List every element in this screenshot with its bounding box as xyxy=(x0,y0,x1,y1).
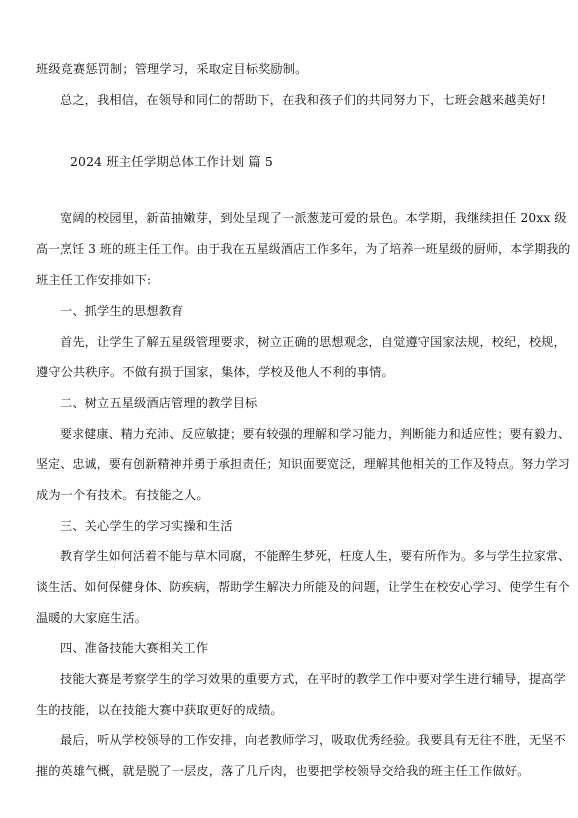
intro-line-2: 高一烹饪 3 班的班主任工作。由于我在五星级酒店工作多年，为了培养一班星级的厨师，本学期我的 xyxy=(36,242,571,256)
para-1-line-1: 首先，让学生了解五星级管理要求，树立正确的思想观念，自觉遵守国家法规，校纪，校规， xyxy=(60,335,566,349)
para-5-line-2: 摧的英雄气概，就是脱了一层皮，落了几斤肉，也要把学校领导交给我的班主任工作做好。 xyxy=(36,764,530,778)
para-4-line-2: 生的技能，以在技能大赛中获取更好的成绩。 xyxy=(36,703,283,717)
para-3-line-2: 谈生活、如何保健身体、防疾病，帮助学生解决力所能及的问题，让学生在校安心学习、使学生有个 xyxy=(36,580,570,594)
para-5-line-1: 最后，听从学校领导的工作安排，向老教师学习，吸取优秀经验。我要具有无往不胜，无坚不 xyxy=(60,733,566,747)
para-2-line-3: 成为一个有技术。有技能之人。 xyxy=(36,488,209,502)
intro-line-3: 班主任工作安排如下: xyxy=(36,273,152,287)
heading-1: 一、抓学生的思想教育 xyxy=(60,304,184,318)
para-4-line-1: 技能大赛是考察学生的学习效果的重要方式，在平时的教学工作中要对学生进行辅导，提高学 xyxy=(60,672,566,686)
para-2-line-2: 坚定、忠诚，要有创新精神并勇于承担责任；知识面要宽泛，理解其他相关的工作及特点。努力学习 xyxy=(36,457,570,471)
para-3-line-1: 教育学生如何活着不能与草木同腐，不能醉生梦死，枉度人生，要有所作为。多与学生拉家常、 xyxy=(60,549,571,563)
para-1-line-2: 遵守公共秩序。不做有损于国家，集体，学校及他人不利的事情。 xyxy=(36,365,394,379)
para-3-line-3: 温暖的大家庭生活。 xyxy=(36,611,148,625)
conclusion-paragraph: 总之，我相信，在领导和同仁的帮助下，在我和孩子们的共同努力下，七班会越来越美好! xyxy=(60,93,547,107)
heading-3: 三、关心学生的学习实操和生活 xyxy=(60,519,233,533)
heading-2: 二、树立五星级酒店管理的教学目标 xyxy=(60,396,258,410)
top-paragraph-line-1: 班级竞赛惩罚制；管理学习，采取定目标奖励制。 xyxy=(36,62,308,76)
intro-line-1: 宽阔的校园里，新苗抽嫩芽，到处呈现了一派葱茏可爱的景色。本学期，我继续担任 20xx 级 xyxy=(60,211,567,225)
para-2-line-1: 要求健康、精力充沛、反应敏捷；要有较强的理解和学习能力，判断能力和适应性；要有毅力、 xyxy=(60,427,571,441)
section-title: 2024 班主任学期总体工作计划 篇 5 xyxy=(70,154,273,169)
heading-4: 四、准备技能大赛相关工作 xyxy=(60,641,209,655)
